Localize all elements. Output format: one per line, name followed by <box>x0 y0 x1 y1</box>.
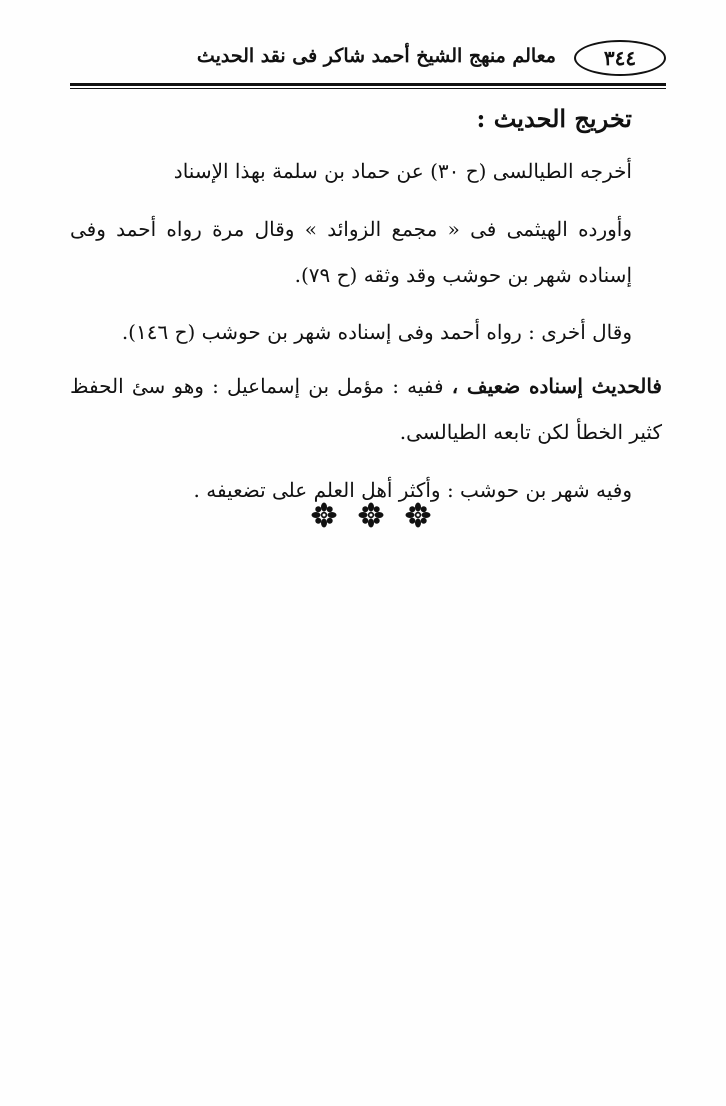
floral-ornament-icon <box>311 502 337 528</box>
paragraph-text: ففيه : مؤمل بن إسماعيل : وهو سئ الحفظ كثير الخطأ لكن تابعه الطيالسى. <box>70 374 662 444</box>
paragraph-text: أخرجه الطيالسى (ح ٣٠) عن حماد بن سلمة بهذا الإسناد <box>173 159 632 183</box>
header-rule-thin <box>70 88 666 89</box>
floral-ornament-icon <box>358 502 384 528</box>
verdict-bold-lead: فالحديث إسناده ضعيف ، <box>451 374 662 398</box>
section-divider-ornaments <box>311 500 431 530</box>
page-number: ٣٤٤ <box>574 40 666 76</box>
paragraph-text: وأورده الهيثمى فى « مجمع الزوائد » وقال مرة رواه أحمد وفى إسناده شهر بن حوشب وقد وثقه (ح ٧٩). <box>70 217 632 287</box>
page-body <box>70 96 662 513</box>
paragraph-text: وفيه شهر بن حوشب : وأكثر أهل العلم على تضعيفه . <box>193 478 632 502</box>
paragraph-verdict <box>70 363 662 455</box>
section-heading: تخريج الحديث : <box>476 104 632 133</box>
paragraph-text: وقال أخرى : رواه أحمد وفى إسناده شهر بن حوشب (ح ١٤٦). <box>121 320 632 344</box>
floral-ornament-icon <box>405 502 431 528</box>
paragraph-ukhra <box>70 309 662 355</box>
paragraph-takhrij-tayalisi <box>70 148 662 194</box>
page-header <box>70 36 666 86</box>
paragraph-haythami <box>70 206 662 298</box>
header-rule-thick <box>70 83 666 86</box>
running-title: معالم منهج الشيخ أحمد شاكر فى نقد الحديث <box>196 45 556 67</box>
